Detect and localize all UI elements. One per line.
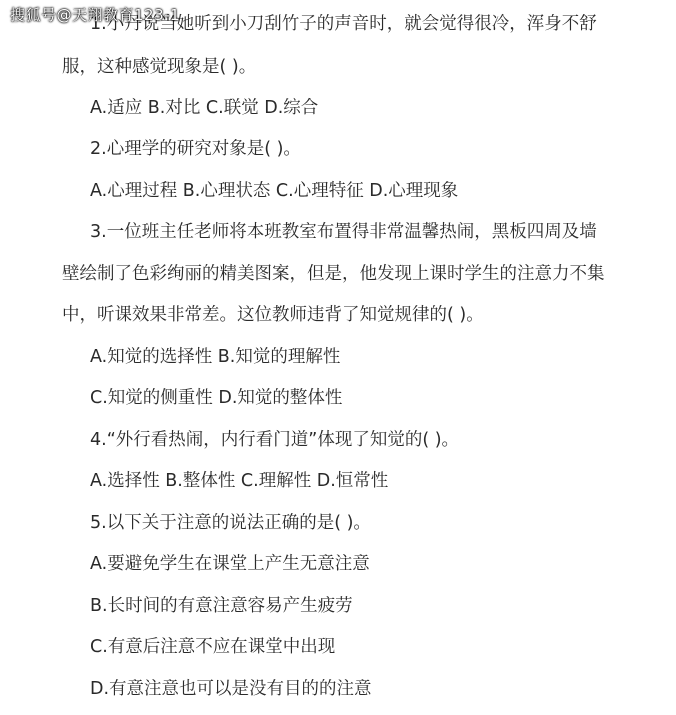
question-1-options: A.适应 B.对比 C.联觉 D.综合 [90, 98, 319, 118]
question-2-text: 2.心理学的研究对象是( )。 [90, 139, 301, 159]
question-4-options: A.选择性 B.整体性 C.理解性 D.恒常性 [90, 471, 389, 491]
question-1-text-line-2: 服，这种感觉现象是( )。 [62, 57, 257, 77]
watermark: 搜狐号@天翔教育123-1 [10, 6, 181, 24]
question-3-text-line-3: 中，听课效果非常差。这位教师违背了知觉规律的( )。 [62, 305, 484, 325]
question-5-text: 5.以下关于注意的说法正确的是( )。 [90, 513, 371, 533]
question-5-option-a: A.要避免学生在课堂上产生无意注意 [90, 554, 370, 574]
question-3-text-line-1: 3.一位班主任老师将本班教室布置得非常温馨热闹，黑板四周及墙 [90, 222, 597, 242]
question-2-options: A.心理过程 B.心理状态 C.心理特征 D.心理现象 [90, 181, 459, 201]
question-5-option-b: B.长时间的有意注意容易产生疲劳 [90, 596, 353, 616]
question-3-options-cd: C.知觉的侧重性 D.知觉的整体性 [90, 388, 343, 408]
question-5-option-d: D.有意注意也可以是没有目的的注意 [90, 679, 372, 699]
question-4-text: 4.“外行看热闹，内行看门道”体现了知觉的( )。 [90, 430, 460, 450]
question-1-text-line-1: 1.小丹说当她听到小刀刮竹子的声音时，就会觉得很冷，浑身不舒 [90, 14, 597, 34]
question-5-option-c: C.有意后注意不应在课堂中出现 [90, 637, 336, 657]
question-3-text-line-2: 壁绘制了色彩绚丽的精美图案，但是，他发现上课时学生的注意力不集 [62, 264, 605, 284]
question-3-options-ab: A.知觉的选择性 B.知觉的理解性 [90, 347, 341, 367]
